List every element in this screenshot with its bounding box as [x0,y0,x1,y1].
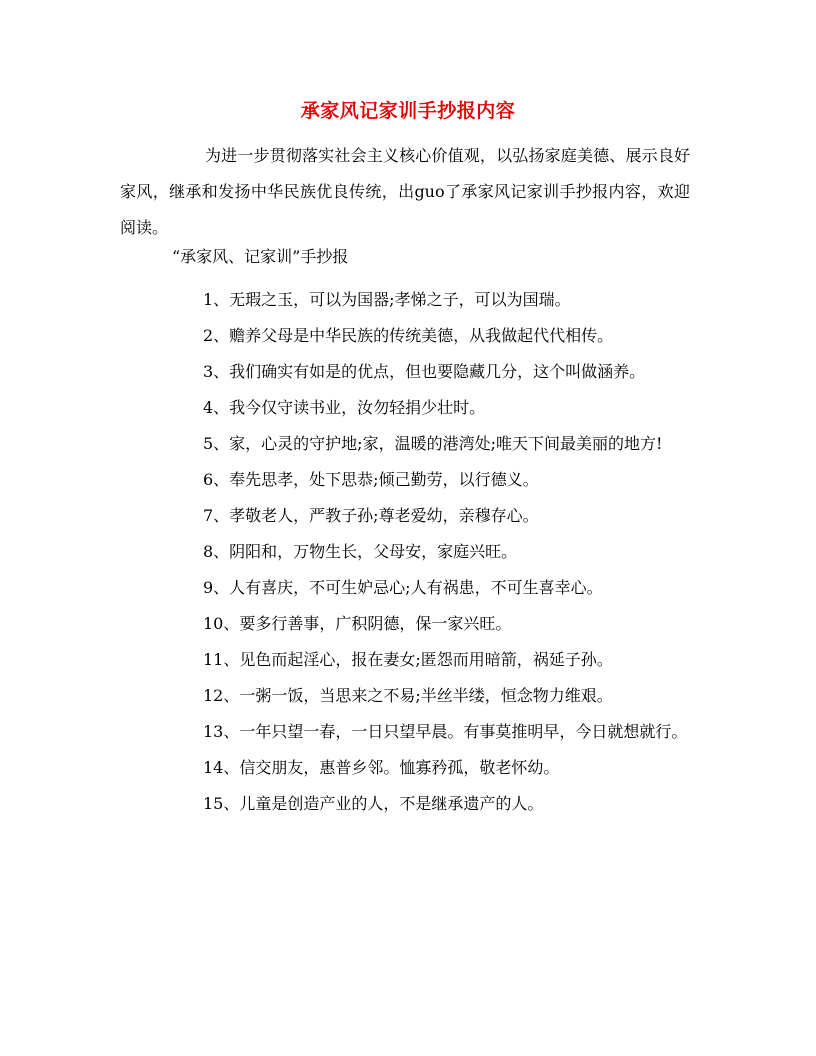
list-item: 3、我们确实有如是的优点，但也要隐藏几分，这个叫做涵养。 [203,362,646,381]
list-item: 12、一粥一饭，当思来之不易;半丝半缕，恒念物力维艰。 [203,686,613,705]
list-item: 11、见色而起淫心，报在妻女;匿怨而用暗箭，祸延子孙。 [203,650,613,669]
list-item: 2、赡养父母是中华民族的传统美德，从我做起代代相传。 [203,326,614,345]
list-item: 8、阴阳和，万物生长，父母安，家庭兴旺。 [203,542,518,561]
intro-paragraph: 为进一步贯彻落实社会主义核心价值观，以弘扬家庭美德、展示良好家风，继承和发扬中华民族优良传统，出guo了承家风记家训手抄报内容，欢迎阅读。 [120,146,690,237]
list-item: 15、儿童是创造产业的人，不是继承遗产的人。 [203,794,544,813]
list-item: 1、无瑕之玉，可以为国器;孝悌之子，可以为国瑞。 [203,290,571,309]
list-item: 7、孝敬老人，严教子孙;尊老爱幼，亲穆存心。 [203,506,539,525]
motto-list [120,282,690,822]
list-item: 14、信交朋友，惠普乡邻。恤寡矜孤，敬老怀幼。 [203,758,560,777]
section-subheading: “承家风、记家训”手抄报 [172,247,349,266]
list-item: 9、人有喜庆，不可生妒忌心;人有祸患，不可生喜幸心。 [203,578,603,597]
list-item: 6、奉先思孝，处下思恭;倾己勤劳，以行德义。 [203,470,539,489]
page-title: 承家风记家训手抄报内容 [300,100,516,122]
list-item: 4、我今仅守读书业，汝勿轻捐少壮时。 [203,398,486,417]
list-item: 13、一年只望一春，一日只望早晨。有事莫推明早，今日就想就行。 [203,722,688,741]
list-item: 5、家，心灵的守护地;家，温暖的港湾处;唯天下间最美丽的地方! [203,434,663,453]
list-item: 10、要多行善事，广积阴德，保一家兴旺。 [203,614,512,633]
